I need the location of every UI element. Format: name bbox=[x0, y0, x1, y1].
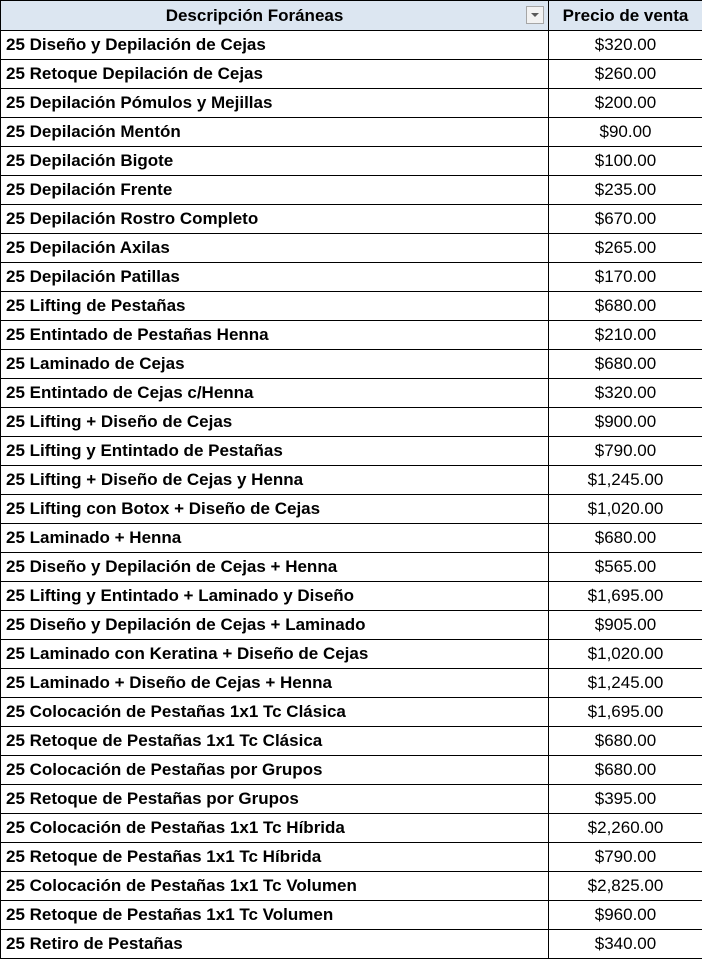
price-cell[interactable]: $1,245.00 bbox=[549, 466, 702, 495]
description-cell[interactable]: 25 Depilación Frente bbox=[1, 176, 549, 205]
price-cell[interactable]: $790.00 bbox=[549, 437, 702, 466]
price-cell[interactable]: $100.00 bbox=[549, 147, 702, 176]
table-row bbox=[1, 872, 702, 901]
table-row bbox=[1, 611, 702, 640]
description-cell[interactable]: 25 Lifting de Pestañas bbox=[1, 292, 549, 321]
price-cell[interactable]: $90.00 bbox=[549, 118, 702, 147]
description-cell[interactable]: 25 Colocación de Pestañas por Grupos bbox=[1, 756, 549, 785]
description-cell[interactable]: 25 Retoque de Pestañas por Grupos bbox=[1, 785, 549, 814]
table-row bbox=[1, 60, 702, 89]
table-row bbox=[1, 176, 702, 205]
header-row bbox=[1, 1, 702, 31]
price-cell[interactable]: $340.00 bbox=[549, 930, 702, 959]
price-cell[interactable]: $1,695.00 bbox=[549, 698, 702, 727]
filter-dropdown-button[interactable] bbox=[526, 6, 544, 24]
description-cell[interactable]: 25 Retoque Depilación de Cejas bbox=[1, 60, 549, 89]
price-cell[interactable]: $265.00 bbox=[549, 234, 702, 263]
price-cell[interactable]: $1,695.00 bbox=[549, 582, 702, 611]
description-cell[interactable]: 25 Depilación Patillas bbox=[1, 263, 549, 292]
description-cell[interactable]: 25 Lifting y Entintado + Laminado y Diseño bbox=[1, 582, 549, 611]
table-row bbox=[1, 263, 702, 292]
table-row bbox=[1, 553, 702, 582]
price-cell[interactable]: $680.00 bbox=[549, 727, 702, 756]
price-cell[interactable]: $680.00 bbox=[549, 524, 702, 553]
description-cell[interactable]: 25 Diseño y Depilación de Cejas + Laminado bbox=[1, 611, 549, 640]
price-cell[interactable]: $790.00 bbox=[549, 843, 702, 872]
price-cell[interactable]: $900.00 bbox=[549, 408, 702, 437]
description-cell[interactable]: 25 Diseño y Depilación de Cejas + Henna bbox=[1, 553, 549, 582]
table-row bbox=[1, 147, 702, 176]
price-cell[interactable]: $1,020.00 bbox=[549, 640, 702, 669]
description-header-label: Descripción Foráneas bbox=[166, 1, 344, 30]
table-row bbox=[1, 321, 702, 350]
table-row bbox=[1, 205, 702, 234]
table-row bbox=[1, 930, 702, 959]
price-cell[interactable]: $210.00 bbox=[549, 321, 702, 350]
description-column-header[interactable] bbox=[1, 1, 549, 31]
price-cell[interactable]: $320.00 bbox=[549, 379, 702, 408]
description-cell[interactable]: 25 Colocación de Pestañas 1x1 Tc Clásica bbox=[1, 698, 549, 727]
description-cell[interactable]: 25 Depilación Axilas bbox=[1, 234, 549, 263]
description-cell[interactable]: 25 Lifting + Diseño de Cejas bbox=[1, 408, 549, 437]
table-row bbox=[1, 582, 702, 611]
table-body bbox=[1, 31, 702, 959]
table-row bbox=[1, 727, 702, 756]
table-row bbox=[1, 524, 702, 553]
price-cell[interactable]: $960.00 bbox=[549, 901, 702, 930]
description-cell[interactable]: 25 Diseño y Depilación de Cejas bbox=[1, 31, 549, 60]
table-row bbox=[1, 756, 702, 785]
description-cell[interactable]: 25 Colocación de Pestañas 1x1 Tc Híbrida bbox=[1, 814, 549, 843]
price-cell[interactable]: $320.00 bbox=[549, 31, 702, 60]
price-cell[interactable]: $680.00 bbox=[549, 756, 702, 785]
description-cell[interactable]: 25 Lifting + Diseño de Cejas y Henna bbox=[1, 466, 549, 495]
price-cell[interactable]: $1,020.00 bbox=[549, 495, 702, 524]
description-cell[interactable]: 25 Depilación Bigote bbox=[1, 147, 549, 176]
price-cell[interactable]: $565.00 bbox=[549, 553, 702, 582]
price-cell[interactable]: $2,260.00 bbox=[549, 814, 702, 843]
description-cell[interactable]: 25 Lifting y Entintado de Pestañas bbox=[1, 437, 549, 466]
price-cell[interactable]: $670.00 bbox=[549, 205, 702, 234]
description-cell[interactable]: 25 Depilación Mentón bbox=[1, 118, 549, 147]
price-cell[interactable]: $1,245.00 bbox=[549, 669, 702, 698]
table-row bbox=[1, 901, 702, 930]
table-row bbox=[1, 118, 702, 147]
table-row bbox=[1, 31, 702, 60]
table-row bbox=[1, 640, 702, 669]
table-row bbox=[1, 669, 702, 698]
table-row bbox=[1, 408, 702, 437]
table-row bbox=[1, 437, 702, 466]
table-row bbox=[1, 379, 702, 408]
price-cell[interactable]: $395.00 bbox=[549, 785, 702, 814]
price-cell[interactable]: $260.00 bbox=[549, 60, 702, 89]
dropdown-arrow-icon bbox=[530, 12, 540, 18]
table-row bbox=[1, 350, 702, 379]
price-cell[interactable]: $680.00 bbox=[549, 350, 702, 379]
table-row bbox=[1, 89, 702, 118]
price-cell[interactable]: $2,825.00 bbox=[549, 872, 702, 901]
price-cell[interactable]: $170.00 bbox=[549, 263, 702, 292]
table-row bbox=[1, 495, 702, 524]
description-cell[interactable]: 25 Lifting con Botox + Diseño de Cejas bbox=[1, 495, 549, 524]
description-cell[interactable]: 25 Entintado de Pestañas Henna bbox=[1, 321, 549, 350]
description-cell[interactable]: 25 Retiro de Pestañas bbox=[1, 930, 549, 959]
description-cell[interactable]: 25 Colocación de Pestañas 1x1 Tc Volumen bbox=[1, 872, 549, 901]
price-cell[interactable]: $680.00 bbox=[549, 292, 702, 321]
description-cell[interactable]: 25 Retoque de Pestañas 1x1 Tc Volumen bbox=[1, 901, 549, 930]
price-header-label: Precio de venta bbox=[563, 1, 689, 30]
table-row bbox=[1, 466, 702, 495]
description-cell[interactable]: 25 Depilación Pómulos y Mejillas bbox=[1, 89, 549, 118]
table-row bbox=[1, 843, 702, 872]
price-cell[interactable]: $905.00 bbox=[549, 611, 702, 640]
description-cell[interactable]: 25 Depilación Rostro Completo bbox=[1, 205, 549, 234]
description-cell[interactable]: 25 Laminado con Keratina + Diseño de Cejas bbox=[1, 640, 549, 669]
description-cell[interactable]: 25 Laminado de Cejas bbox=[1, 350, 549, 379]
table-row bbox=[1, 292, 702, 321]
description-cell[interactable]: 25 Retoque de Pestañas 1x1 Tc Híbrida bbox=[1, 843, 549, 872]
description-cell[interactable]: 25 Laminado + Diseño de Cejas + Henna bbox=[1, 669, 549, 698]
table-row bbox=[1, 698, 702, 727]
table-row bbox=[1, 814, 702, 843]
price-cell[interactable]: $235.00 bbox=[549, 176, 702, 205]
price-cell[interactable]: $200.00 bbox=[549, 89, 702, 118]
description-cell[interactable]: 25 Laminado + Henna bbox=[1, 524, 549, 553]
table-row bbox=[1, 234, 702, 263]
price-column-header[interactable] bbox=[549, 1, 702, 31]
description-cell[interactable]: 25 Entintado de Cejas c/Henna bbox=[1, 379, 549, 408]
table-row bbox=[1, 785, 702, 814]
description-cell[interactable]: 25 Retoque de Pestañas 1x1 Tc Clásica bbox=[1, 727, 549, 756]
